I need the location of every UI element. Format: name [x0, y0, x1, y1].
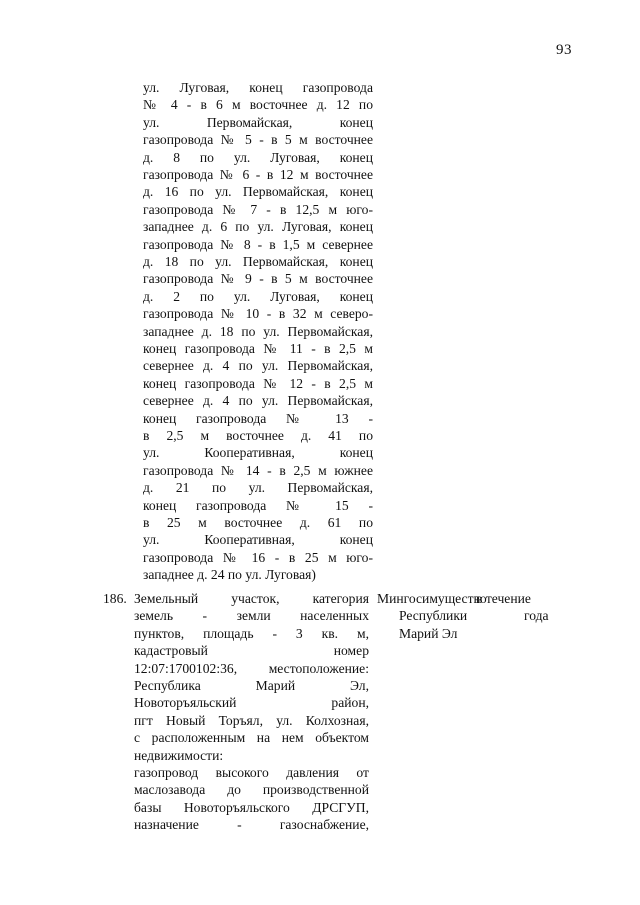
description-line: базы Новоторъяльского ДРСГУП,	[134, 800, 369, 815]
continuation-line: газопровода № 9 - в 5 м восточнее	[143, 271, 373, 286]
description-line: пгт Новый Торъял, ул. Колхозная,	[134, 713, 369, 728]
description-line: Новоторъяльский район,	[134, 695, 369, 710]
continuation-line: ул. Первомайская, конец	[143, 115, 373, 130]
continuation-line: № 4 - в 6 м восточнее д. 12 по	[143, 97, 373, 112]
continuation-line: д. 2 по ул. Луговая, конец	[143, 289, 373, 304]
description-line: назначение - газоснабжение,	[134, 817, 369, 832]
continuation-line: газопровода № 8 - в 1,5 м севернее	[143, 237, 373, 252]
continuation-line: газопровода № 14 - в 2,5 м южнее	[143, 463, 373, 478]
page-number: 93	[556, 42, 572, 58]
continuation-line: в 25 м восточнее д. 61 по	[143, 515, 373, 530]
organization-line: Мингосимущество	[377, 591, 487, 606]
term-line: в течение	[476, 591, 531, 606]
description-line: Республика Марий Эл,	[134, 678, 369, 693]
continuation-line: ул. Луговая, конец газопровода	[143, 80, 373, 95]
continuation-line: д. 8 по ул. Луговая, конец	[143, 150, 373, 165]
continuation-line: конец газопровода № 12 - в 2,5 м	[143, 376, 373, 391]
continuation-line: газопровода № 7 - в 12,5 м юго-	[143, 202, 373, 217]
description-line: пунктов, площадь - 3 кв. м,	[134, 626, 369, 641]
continuation-line: д. 21 по ул. Первомайская,	[143, 480, 373, 495]
description-line: недвижимости:	[134, 748, 224, 763]
continuation-line: западнее д. 6 по ул. Луговая, конец	[143, 219, 373, 234]
continuation-line: д. 16 по ул. Первомайская, конец	[143, 184, 373, 199]
organization-line: Марий Эл	[399, 626, 458, 641]
description-line: с расположенным на нем объектом	[134, 730, 369, 745]
description-line: Земельный участок, категория	[134, 591, 369, 606]
continuation-line: западнее д. 24 по ул. Луговая)	[143, 567, 316, 582]
continuation-line: ул. Кооперативная, конец	[143, 532, 373, 547]
continuation-line: ул. Кооперативная, конец	[143, 445, 373, 460]
continuation-line: газопровода № 16 - в 25 м юго-	[143, 550, 373, 565]
continuation-line: севернее д. 4 по ул. Первомайская,	[143, 393, 373, 408]
description-line: маслозавода до производственной	[134, 782, 369, 797]
continuation-line: конец газопровода № 13 -	[143, 411, 373, 426]
entry-number: 186.	[103, 591, 127, 606]
continuation-line: конец газопровода № 15 -	[143, 498, 373, 513]
description-line: 12:07:1700102:36, местоположение:	[134, 661, 369, 676]
continuation-line: газопровода № 5 - в 5 м восточнее	[143, 132, 373, 147]
organization-line: Республики	[399, 608, 468, 623]
continuation-line: газопровода № 6 - в 12 м восточнее	[143, 167, 373, 182]
term-line: года	[524, 608, 549, 623]
continuation-line: конец газопровода № 11 - в 2,5 м	[143, 341, 373, 356]
description-line: кадастровый номер	[134, 643, 369, 658]
continuation-line: газопровода № 10 - в 32 м северо-	[143, 306, 373, 321]
continuation-line: севернее д. 4 по ул. Первомайская,	[143, 358, 373, 373]
continuation-line: западнее д. 18 по ул. Первомайская,	[143, 324, 373, 339]
description-line: земель - земли населенных	[134, 608, 369, 623]
continuation-line: в 2,5 м восточнее д. 41 по	[143, 428, 373, 443]
continuation-line: д. 18 по ул. Первомайская, конец	[143, 254, 373, 269]
description-line: газопровод высокого давления от	[134, 765, 369, 780]
